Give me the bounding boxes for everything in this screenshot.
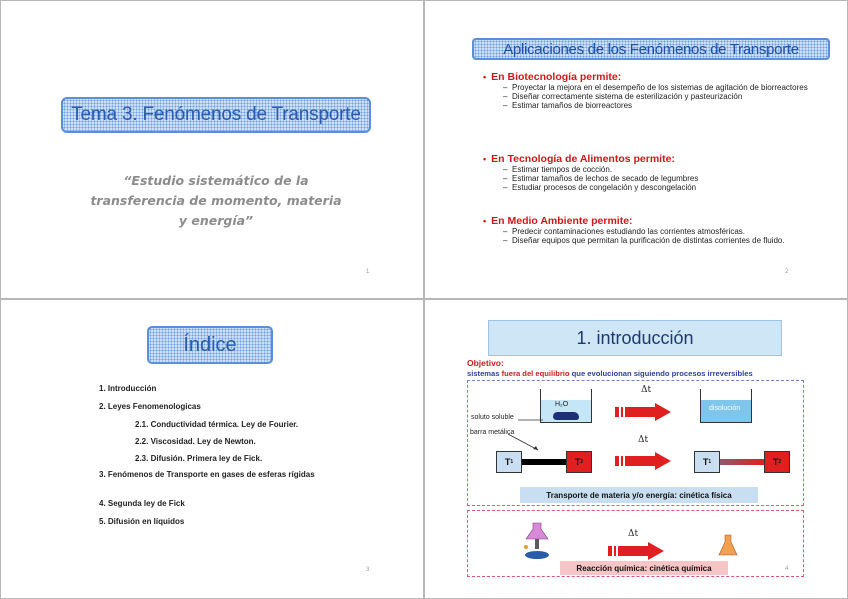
list-item: – Diseñar correctamente sistema de esterilización y pasteurización (503, 92, 743, 101)
list-item: – Estimar tamaños de lechos de secado de legumbres (503, 174, 699, 183)
band-quimica: Reacción química: cinética química (560, 561, 728, 575)
soluto-label: soluto soluble (471, 414, 514, 421)
quote-line: y energía” (178, 213, 254, 228)
reaction-diagram-box (467, 510, 804, 577)
index-item: 2. Leyes Fenomenologicas (99, 402, 201, 411)
list-item: – Diseñar equipos que permitan la purificación de distintas corrientes de fluido. (503, 236, 785, 245)
transport-diagram-box (467, 380, 804, 506)
metal-bar (522, 459, 566, 465)
bullet-icon: • (483, 216, 487, 226)
section-head: En Biotecnología permite: (491, 71, 622, 83)
index-subitem: 2.2. Viscosidad. Ley de Newton. (135, 437, 256, 446)
index-item: 5. Difusión en líquidos (99, 517, 185, 526)
bullet-icon: • (483, 154, 487, 164)
t2-block: T 2 (764, 451, 790, 473)
section-head: En Medio Ambiente permite: (491, 215, 633, 227)
list-item: – Estudiar procesos de congelación y descongelación (503, 183, 697, 192)
delta-t-label: Δt (638, 435, 649, 445)
right-arrow-icon (608, 542, 666, 560)
slide2-title-box (472, 38, 830, 60)
index-item: 4. Segunda ley de Fick (99, 499, 185, 508)
h2o-label: H₂O (555, 401, 569, 408)
page-number: 1 (366, 269, 370, 275)
quote-line: “Estudio sistemático de la (123, 173, 309, 188)
index-item: 1. Introducción (99, 384, 157, 393)
slide1-title: Tema 3. Fenómenos de Transporte (71, 104, 361, 125)
beaker-icon (540, 389, 592, 423)
page-number: 3 (366, 567, 370, 573)
slide4-title-box (488, 320, 782, 356)
section-biotecnologia (483, 71, 833, 110)
bullet-icon: • (483, 72, 487, 82)
solute-icon (553, 412, 579, 420)
slide1-quote (81, 171, 351, 231)
right-arrow-icon (615, 403, 673, 421)
band-fisica: Transporte de materia y/o energía: cinética física (520, 487, 758, 503)
heated-bar (720, 459, 764, 465)
t2-block: T 2 (566, 451, 592, 473)
objetivo-text: sistemas fuera del equilibrio que evolucionan siguiendo procesos irreversibles (467, 369, 753, 378)
objetivo-label: Objetivo: (467, 358, 504, 368)
slide3-title-box (147, 326, 273, 364)
slide-1 (0, 0, 424, 299)
page-number: 4 (785, 566, 789, 572)
slide4-title: 1. introducción (576, 327, 694, 348)
index-subitem: 2.3. Difusión. Primera ley de Fick. (135, 454, 263, 463)
list-item: – Estimar tamaños de biorreactores (503, 101, 633, 110)
slide1-title-box (61, 97, 371, 133)
beaker-icon (700, 389, 752, 423)
slide3-title: Índice (183, 333, 237, 356)
list-item: – Proyectar la mejora en el desempeño de los sistemas de agitación de biorreactores (503, 83, 808, 92)
index-subitem: 2.1. Conductividad térmica. Ley de Fourier. (135, 420, 299, 429)
barra-label: barra metálica (470, 429, 515, 436)
slide2-title: Aplicaciones de los Fenómenos de Transporte (503, 40, 799, 58)
section-alimentos (483, 153, 833, 192)
quote-line: transferencia de momento, materia (90, 193, 342, 208)
pointer-line (518, 417, 544, 423)
list-item: – Estimar tiempos de cocción. (503, 165, 613, 174)
index-item: 3. Fenómenos de Transporte en gases de esferas rígidas (99, 470, 315, 479)
burner-flask-icon (520, 521, 554, 561)
t1-block: T 1 (496, 451, 522, 473)
list-item: – Predecir contaminaciones estudiando las corrientes atmosféricas. (503, 227, 746, 236)
right-arrow-icon (615, 452, 673, 470)
disolucion-label: disolución (709, 405, 741, 412)
t1-block: T 1 (694, 451, 720, 473)
flask-icon (718, 533, 738, 557)
delta-t-label: Δt (641, 385, 652, 395)
slide-2 (424, 0, 848, 299)
section-medio-ambiente (483, 215, 833, 245)
slide-4 (424, 299, 848, 599)
section-head: En Tecnología de Alimentos permite: (491, 153, 675, 165)
slide-3 (0, 299, 424, 599)
delta-t-label: Δt (628, 529, 639, 539)
page-number: 2 (785, 269, 789, 275)
